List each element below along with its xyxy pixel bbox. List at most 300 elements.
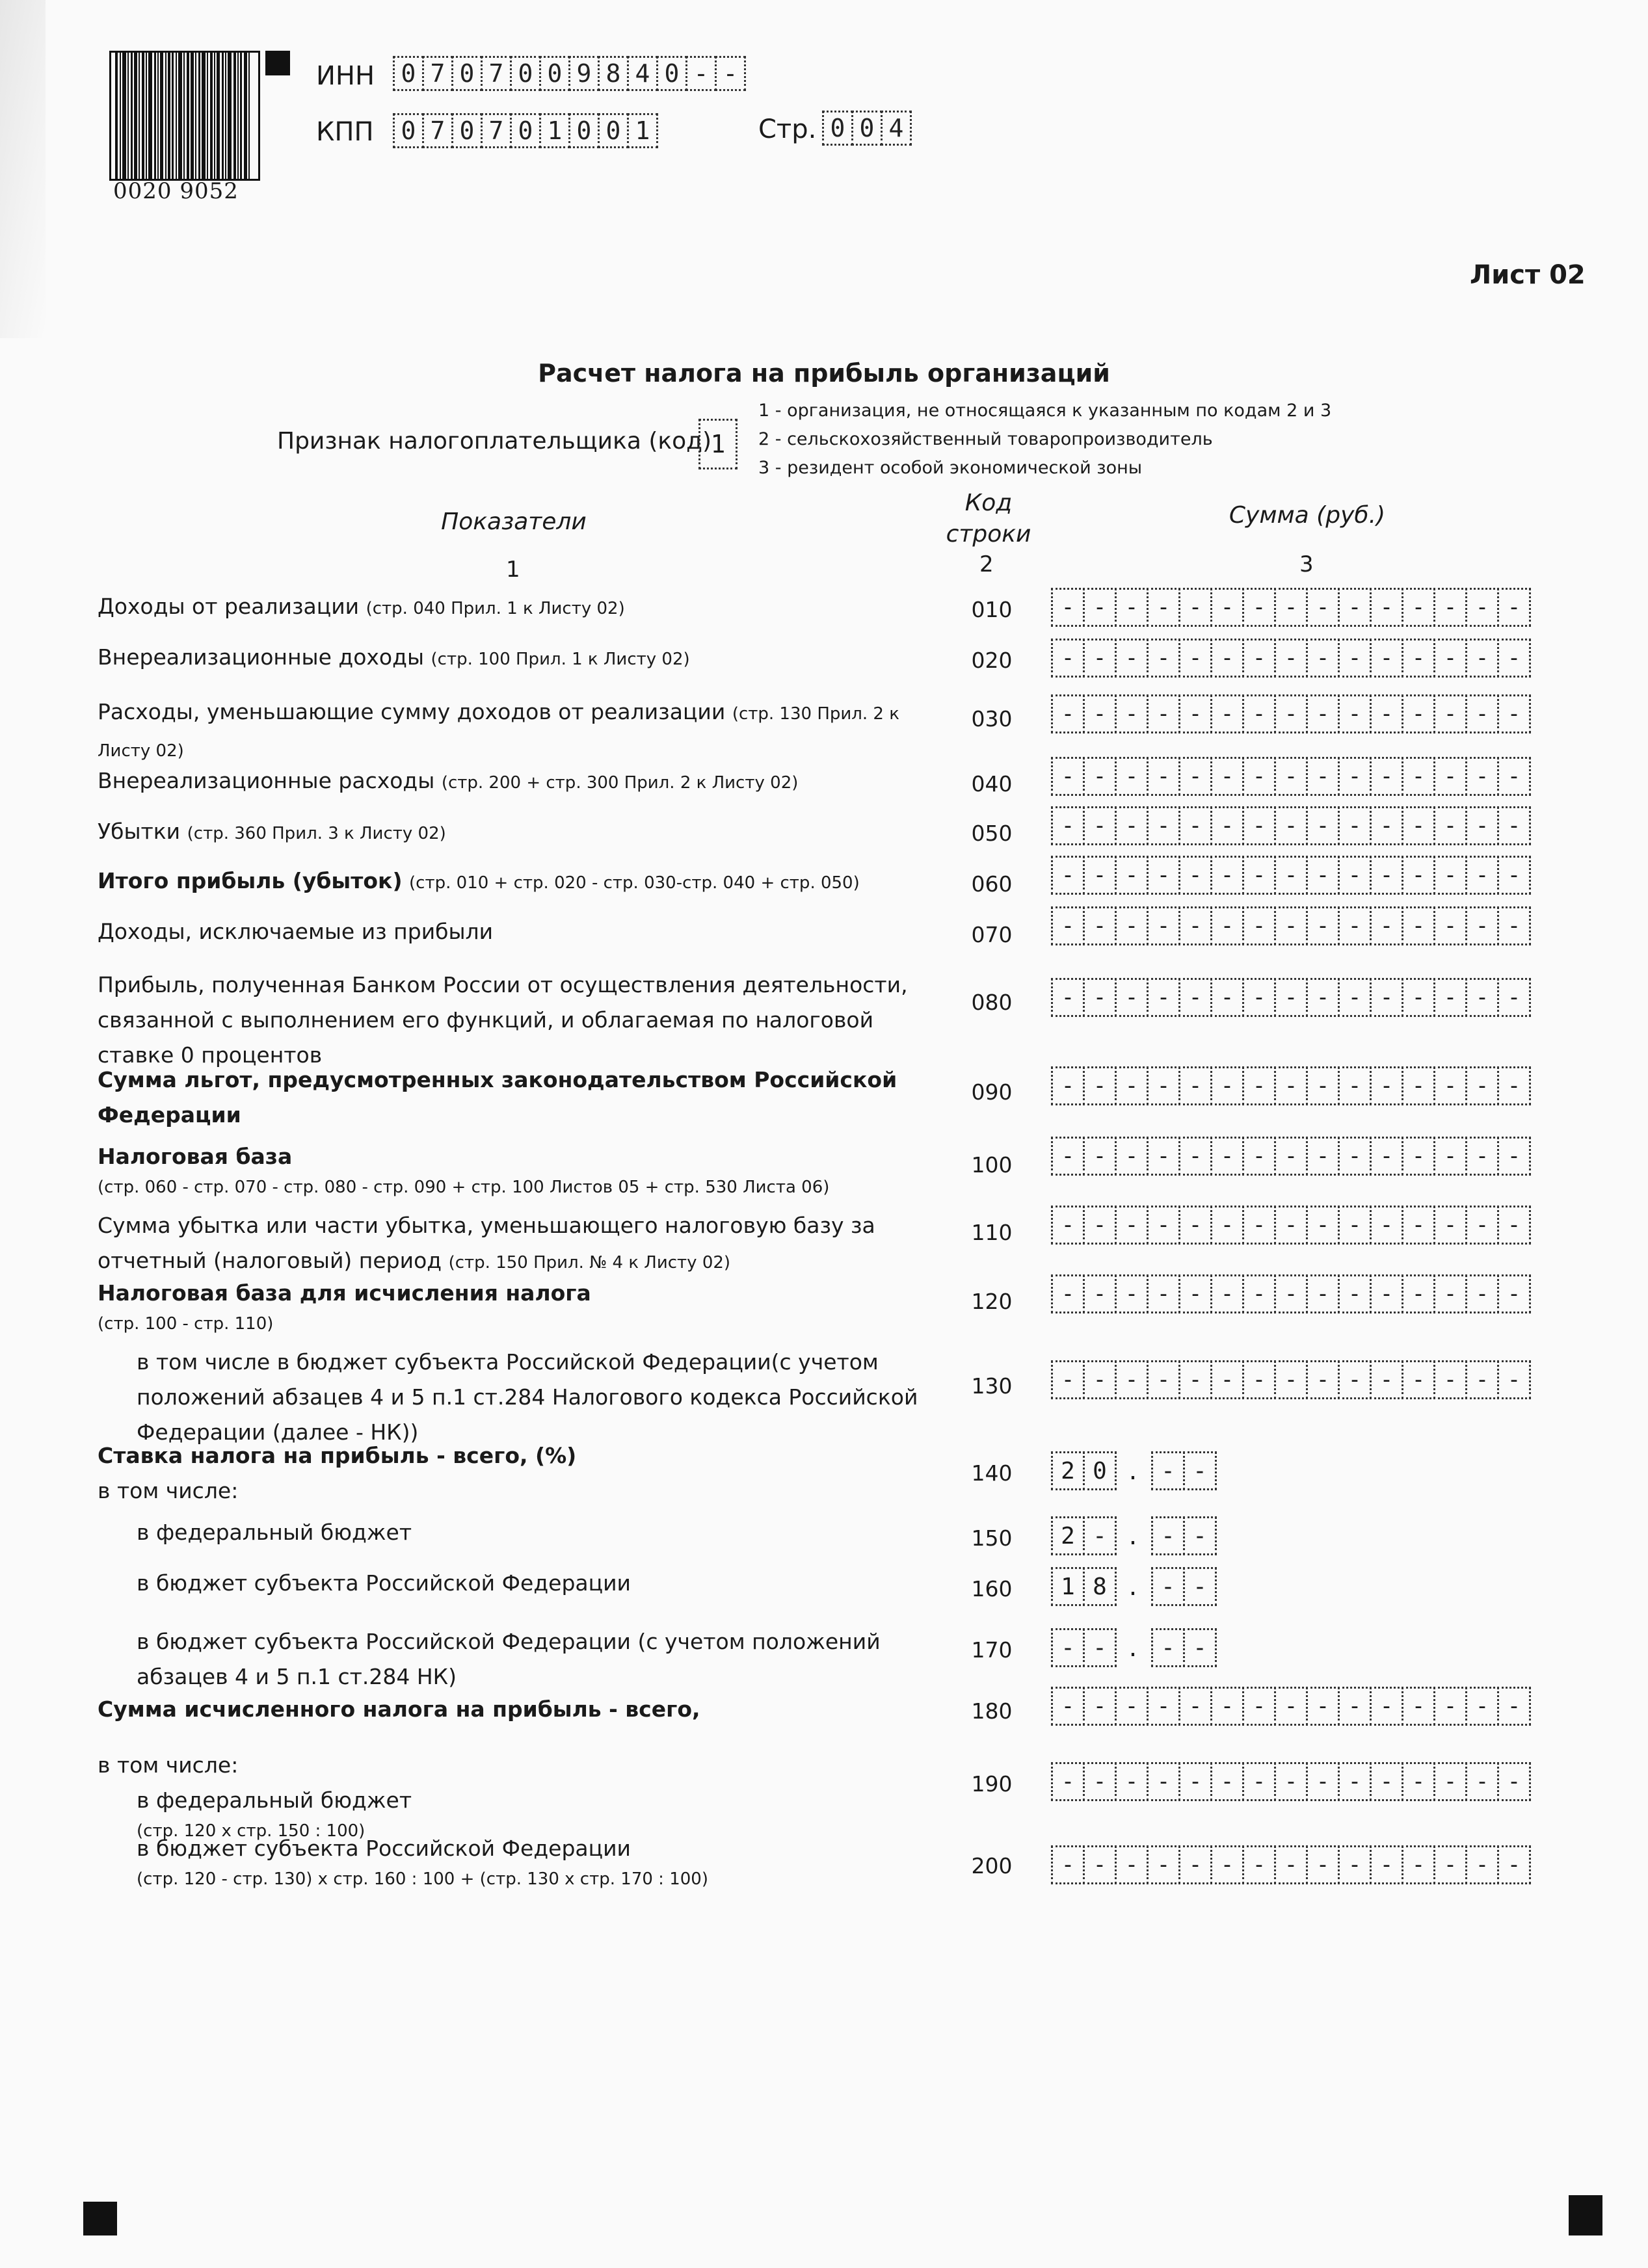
amount-digit-cell[interactable]: - <box>1051 856 1085 895</box>
amount-digit-cell[interactable]: - <box>1083 1762 1117 1801</box>
amount-digit-cell[interactable]: - <box>1115 1360 1149 1399</box>
amount-digit-cell[interactable]: - <box>1338 639 1372 678</box>
amount-digit-cell[interactable]: - <box>1370 1360 1403 1399</box>
amount-digit-cell[interactable]: - <box>1306 806 1340 845</box>
amount-digit-cell[interactable]: - <box>1402 1360 1435 1399</box>
digit-cell[interactable]: 4 <box>627 56 658 91</box>
inn-field[interactable] <box>393 56 744 91</box>
digit-cell[interactable]: 9 <box>568 56 600 91</box>
amount-digit-cell[interactable]: - <box>1115 588 1149 627</box>
amount-digit-cell[interactable]: - <box>1083 1360 1117 1399</box>
tax-rate-field[interactable] <box>1051 1451 1215 1490</box>
amount-digit-cell[interactable]: - <box>1147 1360 1180 1399</box>
amount-digit-cell[interactable]: - <box>1370 906 1403 945</box>
amount-digit-cell[interactable]: - <box>1274 694 1308 733</box>
amount-digit-cell[interactable]: - <box>1338 757 1372 796</box>
amount-digit-cell[interactable]: - <box>1178 1762 1212 1801</box>
amount-digit-cell[interactable]: - <box>1210 856 1244 895</box>
rate-digit-cell[interactable]: 1 <box>1051 1567 1085 1606</box>
amount-digit-cell[interactable]: - <box>1306 978 1340 1017</box>
digit-cell[interactable]: 1 <box>627 113 658 148</box>
amount-field[interactable] <box>1051 806 1529 845</box>
digit-cell[interactable]: 0 <box>851 111 883 146</box>
amount-digit-cell[interactable]: - <box>1433 1360 1467 1399</box>
amount-digit-cell[interactable]: - <box>1370 1762 1403 1801</box>
amount-digit-cell[interactable]: - <box>1338 1762 1372 1801</box>
amount-digit-cell[interactable]: - <box>1178 856 1212 895</box>
amount-field[interactable] <box>1051 588 1529 627</box>
digit-cell[interactable]: - <box>715 56 746 91</box>
amount-digit-cell[interactable]: - <box>1242 1206 1276 1245</box>
amount-digit-cell[interactable]: - <box>1306 757 1340 796</box>
amount-digit-cell[interactable]: - <box>1274 639 1308 678</box>
amount-digit-cell[interactable]: - <box>1402 1762 1435 1801</box>
amount-digit-cell[interactable]: - <box>1178 806 1212 845</box>
amount-digit-cell[interactable]: - <box>1306 1845 1340 1884</box>
amount-digit-cell[interactable]: - <box>1242 757 1276 796</box>
amount-digit-cell[interactable]: - <box>1178 1137 1212 1176</box>
amount-digit-cell[interactable]: - <box>1242 588 1276 627</box>
amount-digit-cell[interactable]: - <box>1338 1360 1372 1399</box>
amount-digit-cell[interactable]: - <box>1083 1687 1117 1726</box>
amount-digit-cell[interactable]: - <box>1210 1274 1244 1313</box>
amount-digit-cell[interactable]: - <box>1274 1066 1308 1105</box>
amount-digit-cell[interactable]: - <box>1306 639 1340 678</box>
amount-digit-cell[interactable]: - <box>1242 856 1276 895</box>
amount-digit-cell[interactable]: - <box>1402 757 1435 796</box>
amount-digit-cell[interactable]: - <box>1083 1274 1117 1313</box>
amount-digit-cell[interactable]: - <box>1402 1206 1435 1245</box>
amount-digit-cell[interactable]: - <box>1147 639 1180 678</box>
amount-digit-cell[interactable]: - <box>1370 1687 1403 1726</box>
digit-cell[interactable]: 7 <box>481 56 512 91</box>
amount-digit-cell[interactable]: - <box>1083 694 1117 733</box>
amount-digit-cell[interactable]: - <box>1051 1206 1085 1245</box>
rate-digit-cell[interactable]: - <box>1183 1628 1217 1667</box>
digit-cell[interactable]: 0 <box>393 56 424 91</box>
amount-digit-cell[interactable]: - <box>1115 978 1149 1017</box>
amount-digit-cell[interactable]: - <box>1497 1845 1531 1884</box>
digit-cell[interactable]: 0 <box>822 111 853 146</box>
amount-digit-cell[interactable]: - <box>1402 694 1435 733</box>
amount-digit-cell[interactable]: - <box>1242 978 1276 1017</box>
amount-digit-cell[interactable]: - <box>1433 906 1467 945</box>
amount-digit-cell[interactable]: - <box>1370 1206 1403 1245</box>
amount-digit-cell[interactable]: - <box>1210 978 1244 1017</box>
amount-digit-cell[interactable]: - <box>1402 1845 1435 1884</box>
amount-digit-cell[interactable]: - <box>1147 1206 1180 1245</box>
amount-field[interactable] <box>1051 694 1529 733</box>
amount-digit-cell[interactable]: - <box>1370 978 1403 1017</box>
amount-digit-cell[interactable]: - <box>1083 1206 1117 1245</box>
amount-digit-cell[interactable]: - <box>1210 1066 1244 1105</box>
amount-digit-cell[interactable]: - <box>1178 978 1212 1017</box>
amount-digit-cell[interactable]: - <box>1497 1066 1531 1105</box>
amount-digit-cell[interactable]: - <box>1465 906 1499 945</box>
amount-digit-cell[interactable]: - <box>1051 978 1085 1017</box>
amount-digit-cell[interactable]: - <box>1210 806 1244 845</box>
amount-digit-cell[interactable]: - <box>1083 639 1117 678</box>
digit-cell[interactable]: 0 <box>539 56 570 91</box>
amount-digit-cell[interactable]: - <box>1210 906 1244 945</box>
amount-digit-cell[interactable]: - <box>1338 588 1372 627</box>
amount-digit-cell[interactable]: - <box>1210 588 1244 627</box>
amount-digit-cell[interactable]: - <box>1433 639 1467 678</box>
amount-digit-cell[interactable]: - <box>1433 1137 1467 1176</box>
rate-digit-cell[interactable]: - <box>1051 1628 1085 1667</box>
amount-digit-cell[interactable]: - <box>1433 588 1467 627</box>
amount-field[interactable] <box>1051 1066 1529 1105</box>
amount-digit-cell[interactable]: - <box>1465 757 1499 796</box>
amount-digit-cell[interactable]: - <box>1242 1845 1276 1884</box>
amount-digit-cell[interactable]: - <box>1338 1687 1372 1726</box>
amount-digit-cell[interactable]: - <box>1178 639 1212 678</box>
amount-digit-cell[interactable]: - <box>1083 588 1117 627</box>
amount-digit-cell[interactable]: - <box>1306 694 1340 733</box>
digit-cell[interactable]: - <box>685 56 717 91</box>
amount-digit-cell[interactable]: - <box>1083 1137 1117 1176</box>
amount-digit-cell[interactable]: - <box>1497 1137 1531 1176</box>
amount-digit-cell[interactable]: - <box>1370 1274 1403 1313</box>
amount-digit-cell[interactable]: - <box>1338 856 1372 895</box>
amount-field[interactable] <box>1051 1845 1529 1884</box>
rate-digit-cell[interactable]: - <box>1151 1567 1185 1606</box>
amount-digit-cell[interactable]: - <box>1274 1274 1308 1313</box>
amount-digit-cell[interactable]: - <box>1051 806 1085 845</box>
amount-digit-cell[interactable]: - <box>1242 1360 1276 1399</box>
amount-digit-cell[interactable]: - <box>1433 1687 1467 1726</box>
amount-digit-cell[interactable]: - <box>1465 978 1499 1017</box>
amount-digit-cell[interactable]: - <box>1147 1274 1180 1313</box>
amount-field[interactable] <box>1051 1137 1529 1176</box>
amount-digit-cell[interactable]: - <box>1465 1206 1499 1245</box>
amount-digit-cell[interactable]: - <box>1465 1360 1499 1399</box>
amount-digit-cell[interactable]: - <box>1370 588 1403 627</box>
amount-digit-cell[interactable]: - <box>1147 694 1180 733</box>
amount-digit-cell[interactable]: - <box>1210 1360 1244 1399</box>
amount-digit-cell[interactable]: - <box>1083 1845 1117 1884</box>
amount-digit-cell[interactable]: - <box>1274 1137 1308 1176</box>
amount-digit-cell[interactable]: - <box>1147 1066 1180 1105</box>
amount-digit-cell[interactable]: - <box>1370 806 1403 845</box>
amount-digit-cell[interactable]: - <box>1147 1137 1180 1176</box>
rate-digit-cell[interactable]: - <box>1151 1628 1185 1667</box>
amount-digit-cell[interactable]: - <box>1338 1206 1372 1245</box>
amount-digit-cell[interactable]: - <box>1338 806 1372 845</box>
amount-digit-cell[interactable]: - <box>1497 906 1531 945</box>
amount-field[interactable] <box>1051 1360 1529 1399</box>
amount-digit-cell[interactable]: - <box>1178 1360 1212 1399</box>
amount-digit-cell[interactable]: - <box>1497 1274 1531 1313</box>
amount-digit-cell[interactable]: - <box>1306 1762 1340 1801</box>
amount-digit-cell[interactable]: - <box>1370 856 1403 895</box>
amount-digit-cell[interactable]: - <box>1242 1137 1276 1176</box>
tax-rate-field[interactable] <box>1051 1567 1215 1606</box>
amount-digit-cell[interactable]: - <box>1178 1687 1212 1726</box>
amount-digit-cell[interactable]: - <box>1115 906 1149 945</box>
amount-digit-cell[interactable]: - <box>1115 1137 1149 1176</box>
amount-digit-cell[interactable]: - <box>1147 806 1180 845</box>
amount-digit-cell[interactable]: - <box>1370 1066 1403 1105</box>
amount-digit-cell[interactable]: - <box>1338 1137 1372 1176</box>
rate-digit-cell[interactable]: - <box>1151 1516 1185 1555</box>
amount-digit-cell[interactable]: - <box>1274 757 1308 796</box>
amount-digit-cell[interactable]: - <box>1497 806 1531 845</box>
amount-digit-cell[interactable]: - <box>1210 1687 1244 1726</box>
amount-digit-cell[interactable]: - <box>1306 1066 1340 1105</box>
amount-digit-cell[interactable]: - <box>1242 1687 1276 1726</box>
amount-digit-cell[interactable]: - <box>1210 639 1244 678</box>
amount-digit-cell[interactable]: - <box>1178 1274 1212 1313</box>
rate-digit-cell[interactable]: 8 <box>1083 1567 1117 1606</box>
taxpayer-code-field[interactable]: 1 <box>698 419 738 469</box>
amount-digit-cell[interactable]: - <box>1370 694 1403 733</box>
amount-digit-cell[interactable]: - <box>1402 588 1435 627</box>
digit-cell[interactable]: 0 <box>568 113 600 148</box>
amount-digit-cell[interactable]: - <box>1497 856 1531 895</box>
amount-digit-cell[interactable]: - <box>1402 856 1435 895</box>
amount-digit-cell[interactable]: - <box>1465 1762 1499 1801</box>
amount-digit-cell[interactable]: - <box>1147 856 1180 895</box>
rate-digit-cell[interactable]: 0 <box>1083 1451 1117 1490</box>
amount-digit-cell[interactable]: - <box>1115 1845 1149 1884</box>
amount-digit-cell[interactable]: - <box>1051 1274 1085 1313</box>
amount-digit-cell[interactable]: - <box>1306 1360 1340 1399</box>
amount-digit-cell[interactable]: - <box>1178 757 1212 796</box>
amount-digit-cell[interactable]: - <box>1402 806 1435 845</box>
amount-digit-cell[interactable]: - <box>1465 1687 1499 1726</box>
amount-digit-cell[interactable]: - <box>1210 757 1244 796</box>
amount-digit-cell[interactable]: - <box>1433 856 1467 895</box>
amount-digit-cell[interactable]: - <box>1338 906 1372 945</box>
amount-digit-cell[interactable]: - <box>1115 694 1149 733</box>
amount-field[interactable] <box>1051 1762 1529 1801</box>
amount-digit-cell[interactable]: - <box>1274 588 1308 627</box>
amount-field[interactable] <box>1051 906 1529 945</box>
amount-digit-cell[interactable]: - <box>1051 639 1085 678</box>
amount-digit-cell[interactable]: - <box>1242 1274 1276 1313</box>
amount-digit-cell[interactable]: - <box>1115 639 1149 678</box>
amount-digit-cell[interactable]: - <box>1306 588 1340 627</box>
amount-digit-cell[interactable]: - <box>1402 1687 1435 1726</box>
rate-digit-cell[interactable]: - <box>1183 1567 1217 1606</box>
digit-cell[interactable]: 7 <box>422 56 453 91</box>
amount-digit-cell[interactable]: - <box>1083 757 1117 796</box>
amount-field[interactable] <box>1051 757 1529 796</box>
rate-digit-cell[interactable]: - <box>1151 1451 1185 1490</box>
amount-digit-cell[interactable]: - <box>1274 856 1308 895</box>
amount-digit-cell[interactable]: - <box>1338 1274 1372 1313</box>
amount-field[interactable] <box>1051 639 1529 678</box>
amount-field[interactable] <box>1051 1206 1529 1245</box>
amount-digit-cell[interactable]: - <box>1115 1762 1149 1801</box>
digit-cell[interactable]: 0 <box>451 56 483 91</box>
amount-digit-cell[interactable]: - <box>1433 1274 1467 1313</box>
amount-digit-cell[interactable]: - <box>1115 1274 1149 1313</box>
amount-digit-cell[interactable]: - <box>1497 1687 1531 1726</box>
amount-digit-cell[interactable]: - <box>1115 806 1149 845</box>
amount-digit-cell[interactable]: - <box>1051 1360 1085 1399</box>
amount-digit-cell[interactable]: - <box>1274 906 1308 945</box>
amount-digit-cell[interactable]: - <box>1178 1066 1212 1105</box>
amount-digit-cell[interactable]: - <box>1402 1274 1435 1313</box>
amount-digit-cell[interactable]: - <box>1402 906 1435 945</box>
amount-digit-cell[interactable]: - <box>1051 1137 1085 1176</box>
amount-digit-cell[interactable]: - <box>1242 694 1276 733</box>
amount-digit-cell[interactable]: - <box>1433 1066 1467 1105</box>
amount-digit-cell[interactable]: - <box>1083 806 1117 845</box>
digit-cell[interactable]: 0 <box>510 113 541 148</box>
amount-field[interactable] <box>1051 856 1529 895</box>
tax-rate-field[interactable] <box>1051 1516 1215 1555</box>
amount-digit-cell[interactable]: - <box>1402 978 1435 1017</box>
amount-digit-cell[interactable]: - <box>1497 588 1531 627</box>
amount-digit-cell[interactable]: - <box>1083 1066 1117 1105</box>
amount-digit-cell[interactable]: - <box>1051 694 1085 733</box>
amount-digit-cell[interactable]: - <box>1497 639 1531 678</box>
digit-cell[interactable]: 7 <box>481 113 512 148</box>
amount-digit-cell[interactable]: - <box>1083 856 1117 895</box>
amount-digit-cell[interactable]: - <box>1497 694 1531 733</box>
digit-cell[interactable]: 7 <box>422 113 453 148</box>
amount-digit-cell[interactable]: - <box>1210 1762 1244 1801</box>
amount-digit-cell[interactable]: - <box>1497 1360 1531 1399</box>
amount-digit-cell[interactable]: - <box>1083 906 1117 945</box>
amount-digit-cell[interactable]: - <box>1242 639 1276 678</box>
digit-cell[interactable]: 8 <box>598 56 629 91</box>
amount-digit-cell[interactable]: - <box>1338 694 1372 733</box>
digit-cell[interactable]: 0 <box>393 113 424 148</box>
amount-digit-cell[interactable]: - <box>1274 1845 1308 1884</box>
amount-digit-cell[interactable]: - <box>1115 1206 1149 1245</box>
amount-digit-cell[interactable]: - <box>1497 978 1531 1017</box>
amount-digit-cell[interactable]: - <box>1242 1066 1276 1105</box>
amount-digit-cell[interactable]: - <box>1370 639 1403 678</box>
amount-digit-cell[interactable]: - <box>1402 1137 1435 1176</box>
amount-digit-cell[interactable]: - <box>1306 856 1340 895</box>
amount-digit-cell[interactable]: - <box>1115 757 1149 796</box>
rate-digit-cell[interactable]: 2 <box>1051 1451 1085 1490</box>
amount-digit-cell[interactable]: - <box>1433 757 1467 796</box>
amount-digit-cell[interactable]: - <box>1274 1206 1308 1245</box>
amount-digit-cell[interactable]: - <box>1115 1066 1149 1105</box>
digit-cell[interactable]: 0 <box>451 113 483 148</box>
amount-digit-cell[interactable]: - <box>1178 1206 1212 1245</box>
digit-cell[interactable]: 0 <box>656 56 687 91</box>
amount-digit-cell[interactable]: - <box>1051 1066 1085 1105</box>
amount-digit-cell[interactable]: - <box>1115 1687 1149 1726</box>
digit-cell[interactable]: 0 <box>598 113 629 148</box>
amount-digit-cell[interactable]: - <box>1433 1845 1467 1884</box>
amount-digit-cell[interactable]: - <box>1465 1066 1499 1105</box>
amount-digit-cell[interactable]: - <box>1242 806 1276 845</box>
amount-digit-cell[interactable]: - <box>1147 906 1180 945</box>
amount-digit-cell[interactable]: - <box>1051 1845 1085 1884</box>
amount-digit-cell[interactable]: - <box>1433 978 1467 1017</box>
amount-field[interactable] <box>1051 1274 1529 1313</box>
amount-digit-cell[interactable]: - <box>1051 1762 1085 1801</box>
rate-digit-cell[interactable]: - <box>1083 1516 1117 1555</box>
amount-digit-cell[interactable]: - <box>1402 1066 1435 1105</box>
amount-digit-cell[interactable]: - <box>1147 1687 1180 1726</box>
amount-digit-cell[interactable]: - <box>1306 1687 1340 1726</box>
kpp-field[interactable] <box>393 113 656 148</box>
amount-digit-cell[interactable]: - <box>1465 639 1499 678</box>
amount-digit-cell[interactable]: - <box>1465 1274 1499 1313</box>
amount-digit-cell[interactable]: - <box>1242 1762 1276 1801</box>
amount-digit-cell[interactable]: - <box>1465 806 1499 845</box>
amount-digit-cell[interactable]: - <box>1338 1845 1372 1884</box>
amount-digit-cell[interactable]: - <box>1497 1762 1531 1801</box>
amount-digit-cell[interactable]: - <box>1178 1845 1212 1884</box>
amount-digit-cell[interactable]: - <box>1242 906 1276 945</box>
amount-digit-cell[interactable]: - <box>1433 694 1467 733</box>
amount-digit-cell[interactable]: - <box>1147 1762 1180 1801</box>
amount-digit-cell[interactable]: - <box>1051 1687 1085 1726</box>
amount-digit-cell[interactable]: - <box>1306 906 1340 945</box>
amount-digit-cell[interactable]: - <box>1178 588 1212 627</box>
amount-digit-cell[interactable]: - <box>1051 906 1085 945</box>
amount-digit-cell[interactable]: - <box>1274 1762 1308 1801</box>
amount-digit-cell[interactable]: - <box>1497 757 1531 796</box>
amount-digit-cell[interactable]: - <box>1147 757 1180 796</box>
digit-cell[interactable]: 1 <box>539 113 570 148</box>
amount-digit-cell[interactable]: - <box>1306 1274 1340 1313</box>
amount-digit-cell[interactable]: - <box>1465 1845 1499 1884</box>
amount-digit-cell[interactable]: - <box>1147 588 1180 627</box>
amount-digit-cell[interactable]: - <box>1402 639 1435 678</box>
rate-digit-cell[interactable]: - <box>1083 1628 1117 1667</box>
amount-digit-cell[interactable]: - <box>1210 1206 1244 1245</box>
amount-digit-cell[interactable]: - <box>1433 1206 1467 1245</box>
rate-digit-cell[interactable]: 2 <box>1051 1516 1085 1555</box>
amount-digit-cell[interactable]: - <box>1370 1845 1403 1884</box>
rate-digit-cell[interactable]: - <box>1183 1451 1217 1490</box>
amount-digit-cell[interactable]: - <box>1338 978 1372 1017</box>
amount-digit-cell[interactable]: - <box>1370 1137 1403 1176</box>
amount-digit-cell[interactable]: - <box>1465 588 1499 627</box>
amount-digit-cell[interactable]: - <box>1147 978 1180 1017</box>
amount-digit-cell[interactable]: - <box>1433 806 1467 845</box>
page-number-field[interactable] <box>822 111 910 146</box>
amount-digit-cell[interactable]: - <box>1083 978 1117 1017</box>
digit-cell[interactable]: 0 <box>510 56 541 91</box>
amount-digit-cell[interactable]: - <box>1497 1206 1531 1245</box>
amount-digit-cell[interactable]: - <box>1433 1762 1467 1801</box>
amount-digit-cell[interactable]: - <box>1306 1137 1340 1176</box>
amount-digit-cell[interactable]: - <box>1115 856 1149 895</box>
digit-cell[interactable]: 4 <box>881 111 912 146</box>
rate-digit-cell[interactable]: - <box>1183 1516 1217 1555</box>
amount-digit-cell[interactable]: - <box>1274 1687 1308 1726</box>
amount-digit-cell[interactable]: - <box>1051 757 1085 796</box>
amount-digit-cell[interactable]: - <box>1465 694 1499 733</box>
tax-rate-field[interactable] <box>1051 1628 1215 1667</box>
amount-digit-cell[interactable]: - <box>1178 694 1212 733</box>
amount-digit-cell[interactable]: - <box>1147 1845 1180 1884</box>
amount-digit-cell[interactable]: - <box>1051 588 1085 627</box>
amount-digit-cell[interactable]: - <box>1306 1206 1340 1245</box>
amount-digit-cell[interactable]: - <box>1274 806 1308 845</box>
amount-digit-cell[interactable]: - <box>1210 1137 1244 1176</box>
amount-digit-cell[interactable]: - <box>1465 1137 1499 1176</box>
amount-digit-cell[interactable]: - <box>1465 856 1499 895</box>
amount-digit-cell[interactable]: - <box>1178 906 1212 945</box>
amount-digit-cell[interactable]: - <box>1274 1360 1308 1399</box>
amount-field[interactable] <box>1051 1687 1529 1726</box>
amount-digit-cell[interactable]: - <box>1274 978 1308 1017</box>
amount-digit-cell[interactable]: - <box>1210 1845 1244 1884</box>
